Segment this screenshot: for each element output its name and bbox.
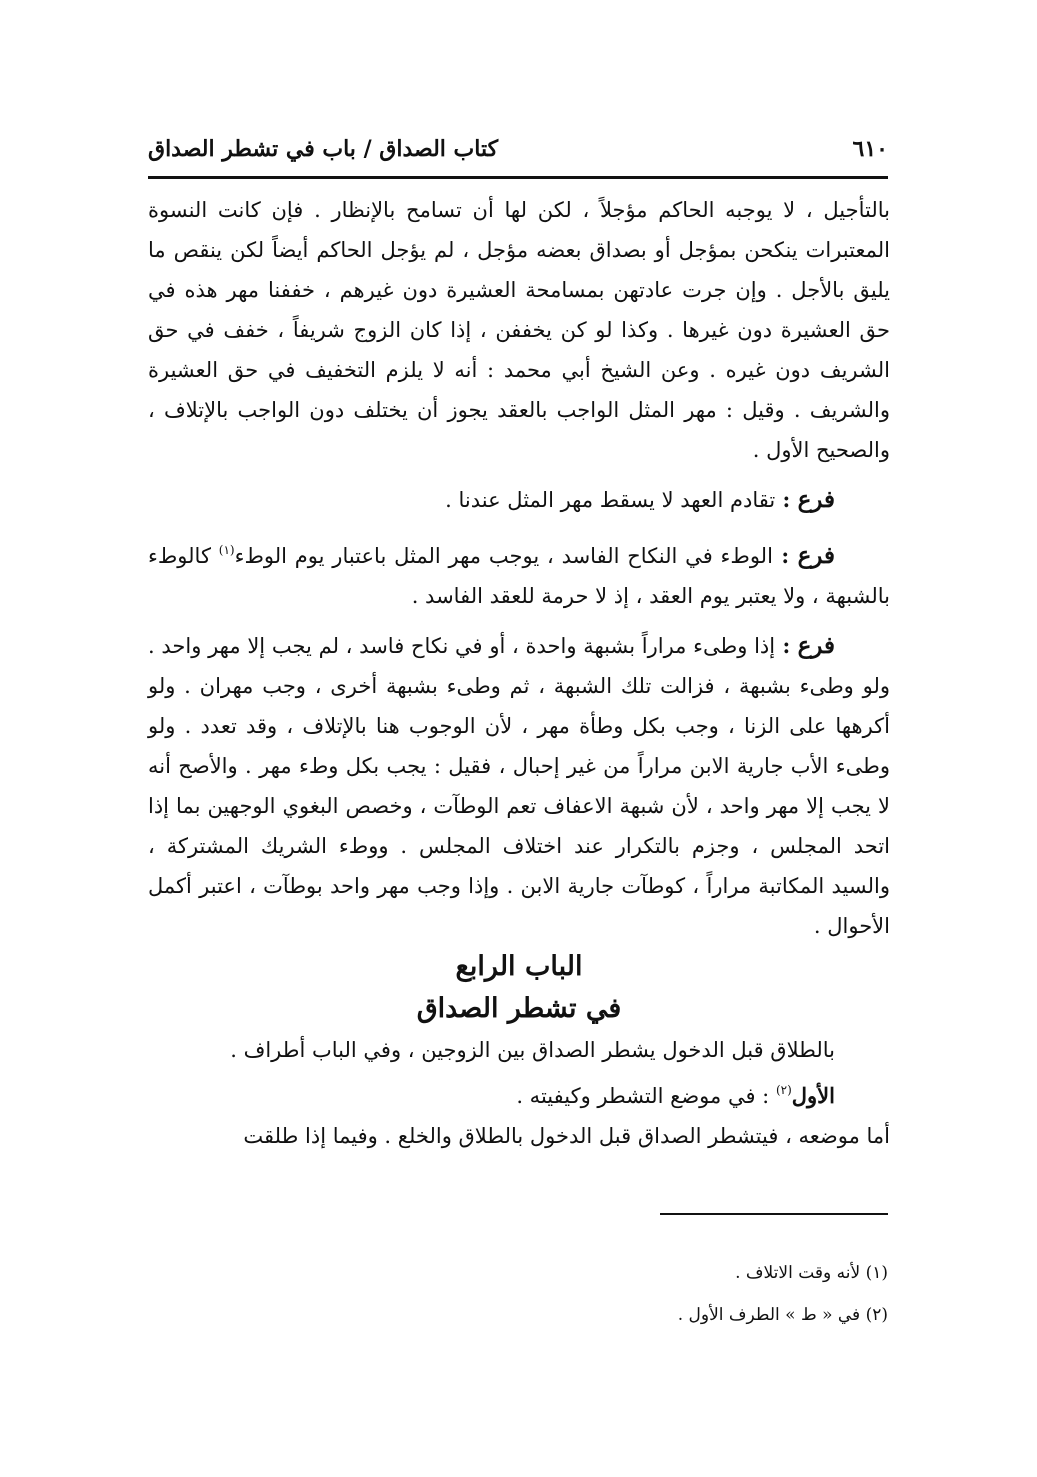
footnotes bbox=[148, 1252, 888, 1336]
far-colon: : bbox=[775, 633, 798, 658]
chapter-title: الباب الرابع bbox=[455, 951, 583, 982]
far-3 bbox=[148, 626, 890, 946]
far-text: إذا وطىء مراراً بشبهة واحدة ، أو في نكاح فاسد ، لم يجب إلا مهر واحد . ولو وطىء بشبهة ، فزالت تلك الشبهة ، ثم وطىء بشبهة أخرى ، وجب مهران . ولو أكرهها على الزنا ، وجب بكل وطأة مهر ، لأن الوجوب هنا بالإتلاف ، وقد تعدد . ولو وطىء الأب جارية الابن مراراً من غير إحبال ، فقيل : يجب بكل وطء مهر . والأصح أنه لا يجب إلا مهر واحد ، لأن شبهة الاعفاف تعم الوطآت ، وخصص البغوي الوجهين بما إذا اتحد المجلس ، وجزم بالتكرار عند اختلاف المجلس . ووطء الشريك المشتركة ، والسيد المكاتبة مراراً ، كوطآت جارية الابن . وإذا وجب مهر واحد بوطآت ، اعتبر أكمل الأحوال . bbox=[148, 634, 890, 938]
footnote-rule bbox=[660, 1213, 888, 1215]
section-first bbox=[148, 1070, 890, 1116]
far-text-continued: كالوطء بالشبهة ، ولا يعتبر يوم العقد ، إذ لا حرمة للعقد الفاسد . bbox=[148, 544, 890, 608]
chapter-intro: بالطلاق قبل الدخول يشطر الصداق بين الزوجين ، وفي الباب أطراف . bbox=[230, 1038, 835, 1062]
page-header bbox=[148, 128, 888, 176]
footnote-1: (١) لأنه وقت الاتلاف . bbox=[735, 1263, 888, 1283]
section-text: : في موضع التشطر وكيفيته . bbox=[516, 1084, 770, 1108]
paragraph-continuation: بالتأجيل ، لا يوجبه الحاكم مؤجلاً ، لكن لها أن تسامح بالإنظار . فإن كانت النسوة المعتبرات ينكحن بمؤجل أو بصداق بعضه مؤجل ، لم يؤجل الحاكم أيضاً لكن ينقص ما يليق بالأجل . وإن جرت عادتهن بمسامحة العشيرة دون غيرهم ، خففنا مهر هذه في حق العشيرة دون غيرها . وكذا لو كن يخففن ، إذا كان الزوج شريفاً ، خفف في حق الشريف دون غيره . وعن الشيخ أبي محمد : أنه لا يلزم التخفيف في حق العشيرة والشريف . وقيل : مهر المثل الواجب بالعقد يجوز أن يختلف دون الواجب بالإتلاف ، والصحيح الأول . bbox=[148, 198, 890, 462]
footnote-2: (٢) في « ط » الطرف الأول . bbox=[677, 1305, 888, 1325]
running-title: كتاب الصداق / باب في تشطر الصداق bbox=[148, 136, 499, 162]
far-text: الوطء في النكاح الفاسد ، يوجب مهر المثل باعتبار يوم الوطء bbox=[234, 544, 773, 568]
section-label: الأول bbox=[791, 1083, 835, 1108]
far-text: تقادم العهد لا يسقط مهر المثل عندنا . bbox=[445, 488, 776, 512]
chapter-subtitle: في تشطر الصداق bbox=[416, 993, 622, 1024]
far-colon: : bbox=[772, 543, 798, 568]
footnote-ref: (١) bbox=[218, 543, 235, 557]
far-label: فرع bbox=[797, 486, 835, 513]
far-1 bbox=[148, 480, 890, 520]
header-rule bbox=[148, 176, 888, 179]
far-label: فرع bbox=[797, 542, 835, 569]
far-2 bbox=[148, 530, 890, 616]
paragraph-last: أما موضعه ، فيتشطر الصداق قبل الدخول بالطلاق والخلع . وفيما إذا طلقت bbox=[243, 1124, 890, 1148]
footnote-ref: (٢) bbox=[775, 1083, 792, 1097]
page-number: ٦١٠ bbox=[852, 136, 888, 162]
far-label: فرع bbox=[797, 632, 835, 659]
far-colon: : bbox=[775, 487, 798, 512]
main-text bbox=[148, 190, 890, 1156]
